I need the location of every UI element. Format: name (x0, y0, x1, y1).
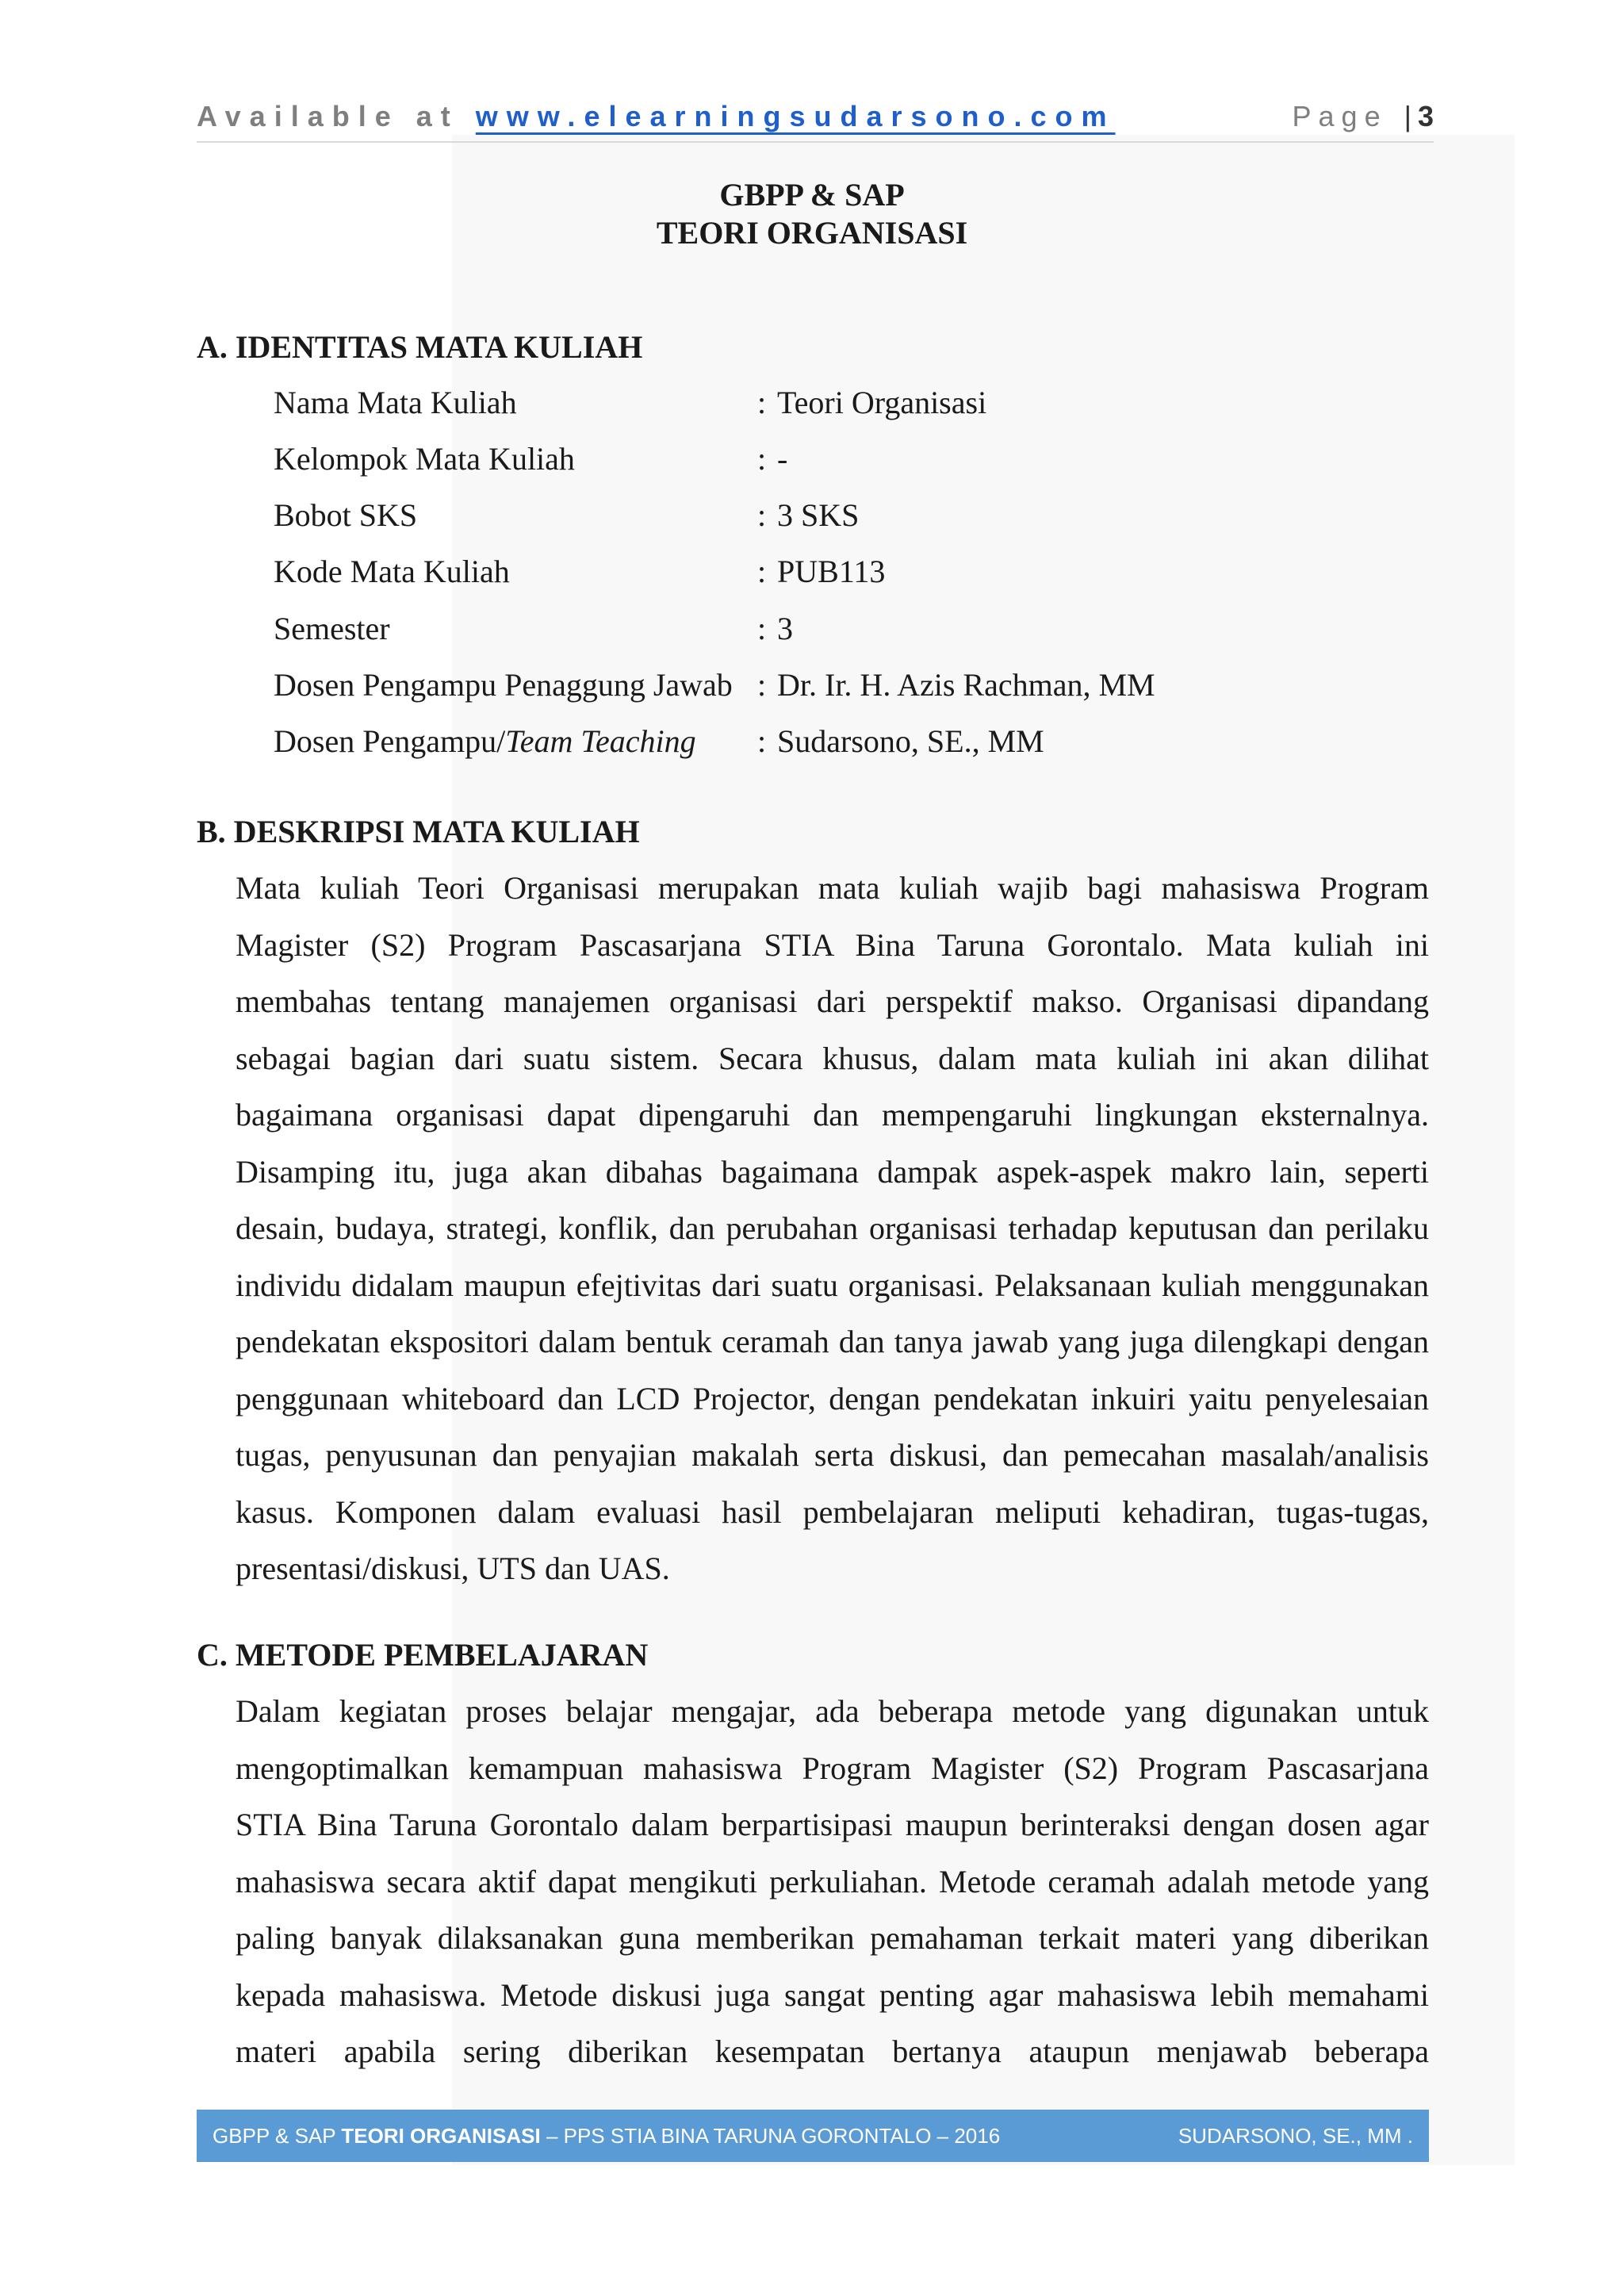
identity-row (274, 384, 1304, 431)
header-availability (197, 100, 1116, 133)
identity-row (274, 723, 1304, 770)
identity-value: - (777, 441, 788, 477)
header-available-prefix: Available at (197, 100, 476, 132)
identity-row (274, 440, 1304, 488)
paragraph-line: Mata kuliah Teori Organisasi merupakan mata kuliah wajib bagi mahasiswa Program (236, 870, 1429, 906)
identity-label: Semester (274, 611, 390, 646)
page-separator: | (1404, 100, 1411, 132)
footer-course-title: TEORI ORGANISASI (341, 2124, 541, 2148)
paragraph-line: membahas tentang manajemen organisasi dari perspektif makso. Organisasi dipandang (236, 983, 1429, 1019)
identity-label: Dosen Pengampu Penaggung Jawab (274, 667, 733, 703)
identity-colon: : (757, 497, 767, 533)
paragraph-line: kepada mahasiswa. Metode diskusi juga sangat penting agar mahasiswa lebih memahami (236, 1976, 1429, 2013)
identity-value: 3 (777, 611, 793, 646)
doc-title-line2: TEORI ORGANISASI (656, 215, 968, 251)
identity-label: Kode Mata Kuliah (274, 554, 510, 589)
identity-row (274, 610, 1304, 657)
identity-label: Nama Mata Kuliah (274, 385, 517, 420)
section-c-paragraph (236, 1683, 1429, 2080)
identity-value: Sudarsono, SE., MM (777, 723, 1044, 759)
paragraph-line: presentasi/diskusi, UTS dan UAS. (236, 1550, 670, 1586)
section-a-heading: A. IDENTITAS MATA KULIAH (197, 329, 643, 365)
identity-colon: : (757, 611, 767, 646)
paragraph-line: tugas, penyusunan dan penyajian makalah serta diskusi, dan pemecahan masalah/analisis (236, 1437, 1429, 1473)
paragraph-line: mengoptimalkan kemampuan mahasiswa Program Magister (S2) Program Pascasarjana (236, 1750, 1429, 1786)
identity-colon: : (757, 723, 767, 759)
identity-colon: : (757, 441, 767, 477)
identity-label-italic: Team Teaching (505, 723, 696, 759)
footer-author: SUDARSONO, SE., MM . (1178, 2124, 1413, 2148)
paragraph-line: materi apabila sering diberikan kesempatan bertanya ataupun menjawab beberapa (236, 2033, 1429, 2069)
identity-colon: : (757, 667, 767, 703)
paragraph-line: pendekatan ekspositori dalam bentuk ceramah dan tanya jawab yang juga dilengkapi dengan (236, 1324, 1429, 1359)
identity-label-prefix: Dosen Pengampu/ (274, 723, 506, 759)
identity-colon: : (757, 385, 767, 420)
paragraph-line: Magister (S2) Program Pascasarjana STIA Bina Taruna Gorontalo. Mata kuliah ini (236, 926, 1429, 963)
page-indicator (1293, 100, 1434, 133)
identity-row (274, 496, 1304, 544)
paragraph-line: Disamping itu, juga akan dibahas bagaimana dampak aspek-aspek makro lain, seperti (236, 1153, 1429, 1190)
identity-colon: : (757, 554, 767, 589)
footer-prefix: GBPP & SAP (213, 2124, 342, 2148)
doc-title-line1: GBPP & SAP (719, 177, 905, 213)
paragraph-line: individu didalam maupun efejtivitas dari suatu organisasi. Pelaksanaan kuliah menggunakan (236, 1267, 1429, 1303)
section-b-paragraph (236, 860, 1429, 1597)
paragraph-line: paling banyak dilaksanakan guna memberikan pemahaman terkait materi yang diberikan (236, 1920, 1429, 1956)
page-footer (197, 2110, 1429, 2162)
paragraph-line: STIA Bina Taruna Gorontalo dalam berpartisipasi maupun berinteraksi dengan dosen agar (236, 1807, 1429, 1842)
paragraph-line: bagaimana organisasi dapat dipengaruhi dan mempengaruhi lingkungan eksternalnya. (236, 1097, 1429, 1133)
section-b-heading: B. DESKRIPSI MATA KULIAH (197, 814, 640, 849)
identity-label: Bobot SKS (274, 497, 418, 533)
identity-row (274, 666, 1304, 714)
site-link[interactable]: www.elearningsudarsono.com (475, 100, 1116, 132)
page-header (197, 97, 1434, 143)
paragraph-line: kasus. Komponen dalam evaluasi hasil pembelajaran meliputi kehadiran, tugas-tugas, (236, 1493, 1429, 1530)
identity-value: 3 SKS (777, 497, 860, 533)
paragraph-line: sebagai bagian dari suatu sistem. Secara khusus, dalam mata kuliah ini akan dilihat (236, 1040, 1429, 1076)
paragraph-line: Dalam kegiatan proses belajar mengajar, ada beberapa metode yang digunakan untuk (236, 1693, 1429, 1729)
footer-institution: – PPS STIA BINA TARUNA GORONTALO – 2016 (540, 2124, 1001, 2148)
paragraph-line: desain, budaya, strategi, konflik, dan perubahan organisasi terhadap keputusan dan perilaku (236, 1210, 1429, 1246)
identity-label: Kelompok Mata Kuliah (274, 441, 575, 477)
paragraph-line: mahasiswa secara aktif dapat mengikuti perkuliahan. Metode ceramah adalah metode yang (236, 1863, 1429, 1899)
identity-value: Dr. Ir. H. Azis Rachman, MM (777, 667, 1155, 703)
page-number: 3 (1417, 100, 1434, 132)
footer-course-info (213, 2124, 1000, 2148)
identity-value: Teori Organisasi (777, 385, 987, 420)
identity-label (274, 723, 696, 760)
identity-value: PUB113 (777, 554, 886, 589)
section-c-heading: C. METODE PEMBELAJARAN (197, 1637, 649, 1673)
paragraph-line: penggunaan whiteboard dan LCD Projector, dengan pendekatan inkuiri yaitu penyelesaian (236, 1380, 1429, 1416)
page-label: Page (1292, 100, 1388, 132)
identity-row (274, 553, 1304, 600)
